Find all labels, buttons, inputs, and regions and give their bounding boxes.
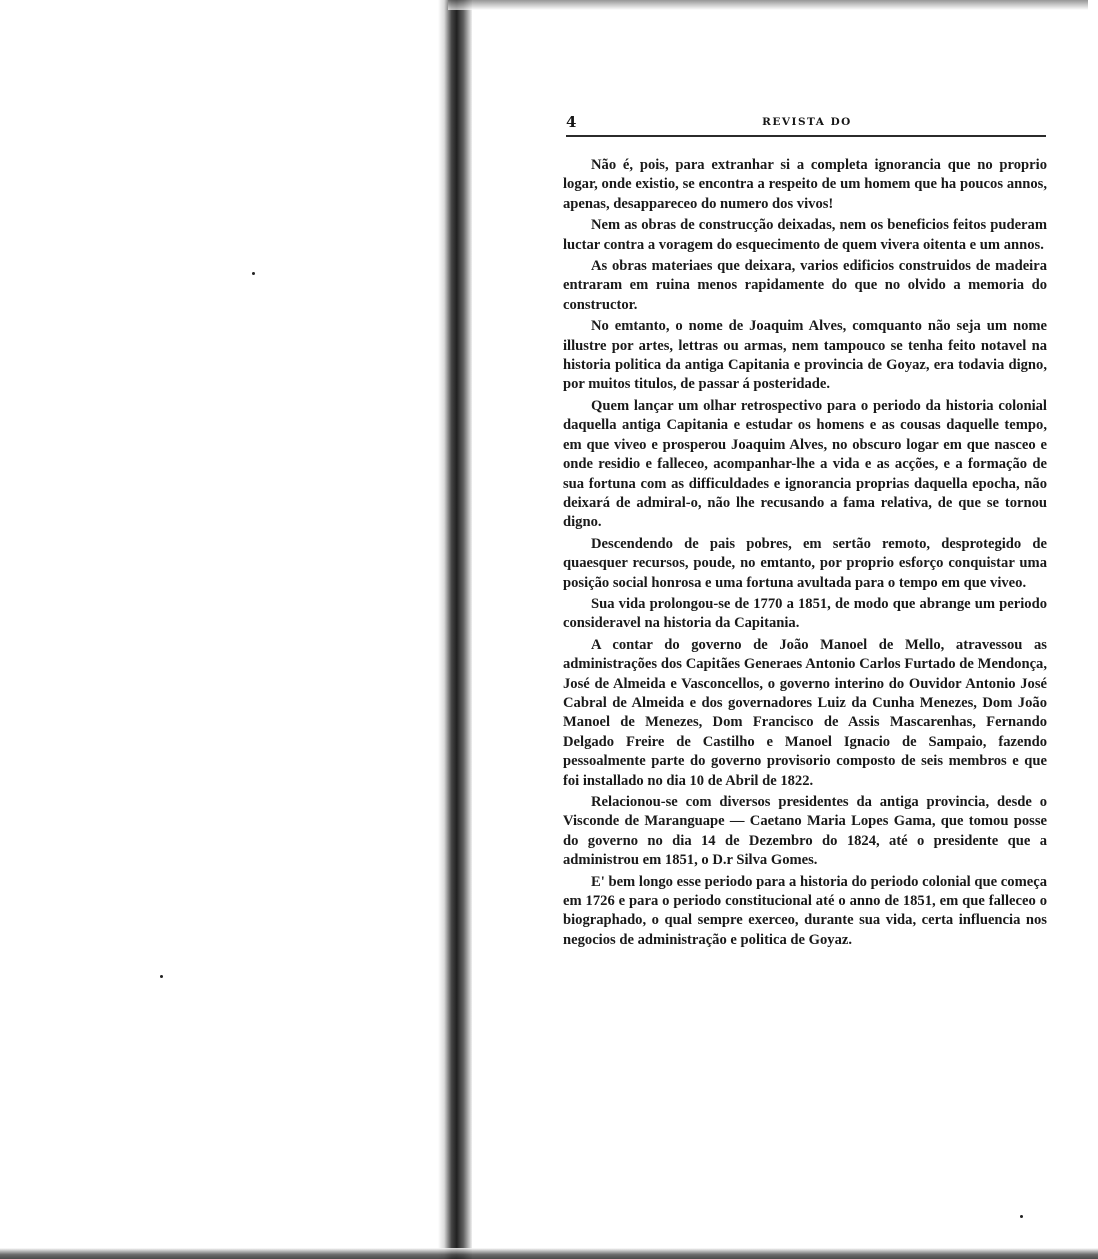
header-rule	[566, 135, 1046, 137]
paragraph: Relacionou-se com diversos presidentes da antiga provincia, desde o Visconde de Maranguape — Caetano Maria Lopes Gama, que tomou posse do governo no dia 14 de Dezembro do 1824, até o presidente que a administrou em 1851, o D.r Silva Gomes.	[563, 794, 1047, 869]
scan-speck	[252, 272, 255, 275]
paragraph: Nem as obras de construcção deixadas, nem os beneficios feitos puderam luctar contra a voragem do esquecimento de quem vivera oitenta e um annos.	[563, 217, 1047, 253]
scan-bottom-edge	[0, 1248, 1098, 1259]
paragraph: Não é, pois, para extranhar si a completa ignorancia que no proprio logar, onde existio, se encontra a respeito de um homem que ha poucos annos, apenas, desappareceo do numero dos vivos!	[563, 157, 1047, 212]
article-body	[563, 156, 1047, 952]
scan-top-edge	[448, 0, 1088, 10]
paragraph: Quem lançar um olhar retrospectivo para o periodo da historia colonial daquella antiga Capitania e estudar os homens e as cousas daquelle tempo, em que viveo e prosperou Joaquim Alves, no obscuro logar em que nasceo e onde residio e falleceo, acompanhar-lhe a vida e as acções, e a formação de sua fortuna com as difficuldades e ignorancia proprias daquella epocha, não deixará de admiral-o, não lhe recusando a fama relativa, de que se tornou digno.	[563, 397, 1047, 531]
paragraph: A contar do governo de João Manoel de Mello, atravessou as administrações dos Capitães Generaes Antonio Carlos Furtado de Mendonça, José de Almeida e Vasconcellos, o governo interino do Ouvidor Antonio José Cabral de Almeida e dos governadores Luiz da Cunha Menezes, Dom João Manoel de Menezes, Dom Francisco de Assis Mascarenhas, Fernando Delgado Freire de Castilho e Manoel Ignacio de Sampaio, fazendo pessoalmente parte do governo provisorio composto de seis membros e que foi installado no dia 10 de Abril de 1822.	[563, 636, 1047, 789]
paragraph: As obras materiaes que deixara, varios edificios construidos de madeira entraram em ruina menos rapidamente do que no olvido a memoria do constructor.	[563, 258, 1047, 313]
paragraph: Descendendo de pais pobres, em sertão remoto, desprotegido de quaesquer recursos, poude, no emtanto, por proprio esforço conquistar uma posição social honrosa e uma fortuna avultada para o tempo em que viveo.	[563, 535, 1047, 591]
scan-speck	[1020, 1215, 1023, 1218]
paragraph: Sua vida prolongou-se de 1770 a 1851, de modo que abrange um periodo consideravel na historia da Capitania.	[563, 595, 1047, 632]
paragraph: E' bem longo esse periodo para a historia do periodo colonial que começa em 1726 e para o periodo constitucional até o anno de 1851, em que falleceo o biographado, o qual sempre exerceo, durante sua vida, certa influencia nos negocios de administração e politica de Goyaz.	[563, 873, 1047, 948]
book-spine-shadow	[438, 0, 472, 1259]
running-head: REVISTA DO	[762, 116, 852, 128]
page-number: 4	[566, 113, 577, 131]
paragraph: No emtanto, o nome de Joaquim Alves, comquanto não seja um nome illustre por artes, lettras ou armas, nem tampouco se tenha feito notavel na historia politica da antiga Capitania e provincia de Goyaz, era todavia digno, por muitos titulos, de passar á posteridade.	[563, 318, 1047, 393]
scan-speck	[160, 975, 163, 978]
